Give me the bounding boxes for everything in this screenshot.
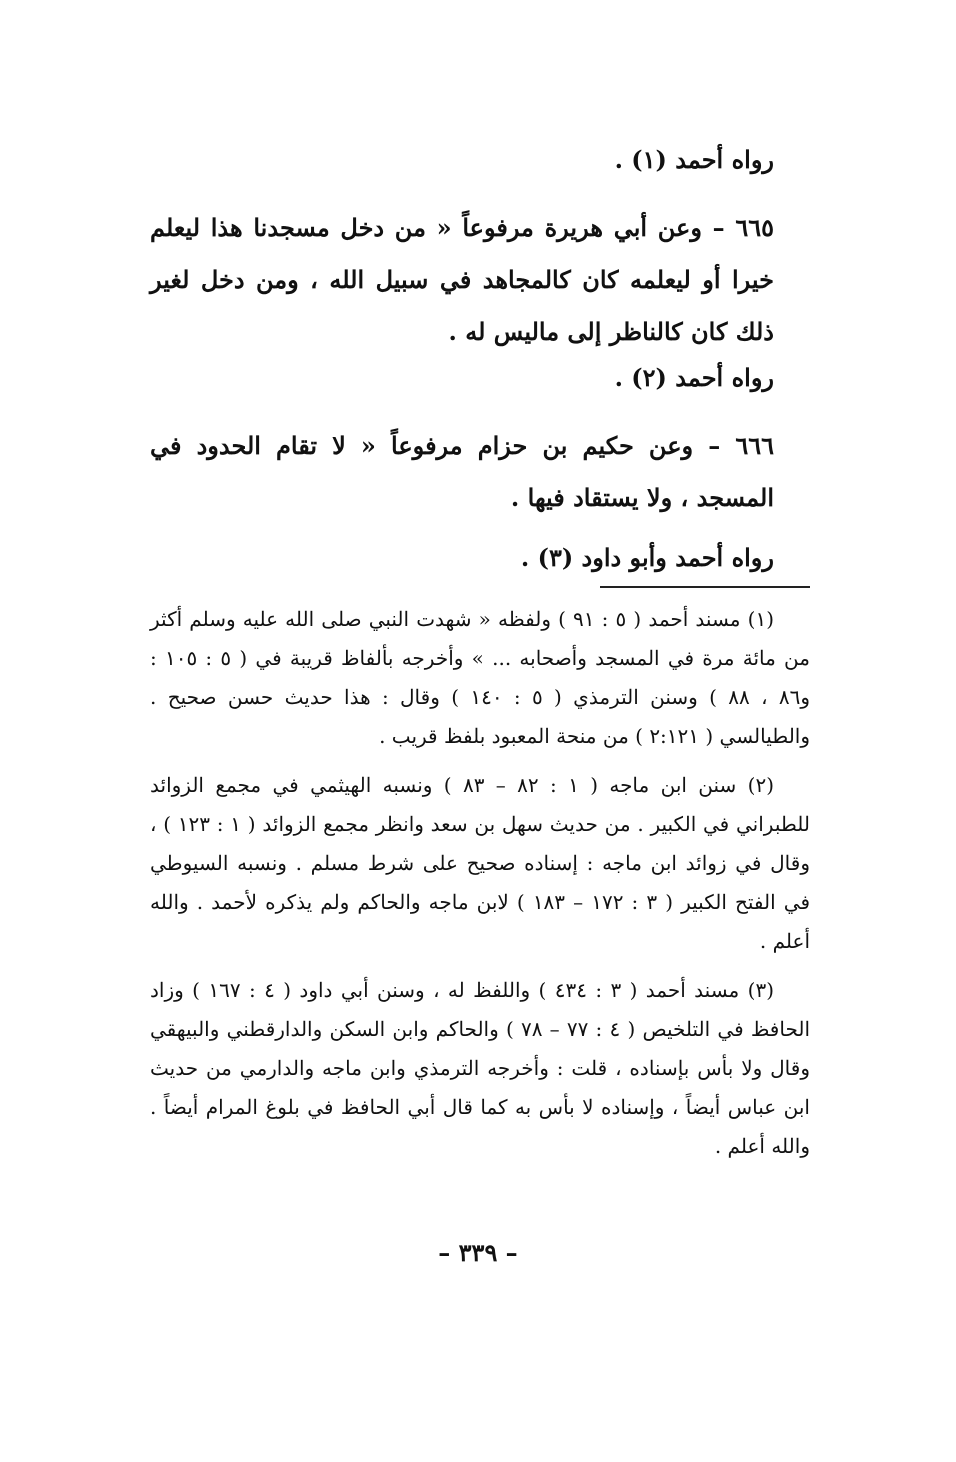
- footnote-divider: [600, 586, 810, 588]
- hadith-665: ٦٦٥ – وعن أبي هريرة مرفوعاً « من دخل مسجدنا هذا ليعلم خيرا أو ليعلمه كان كالمجاهد في سبيل الله ، ومن دخل لغير ذلك كان كالناظر إلى ماليس له .: [150, 213, 774, 346]
- hadith-666: ٦٦٦ – وعن حكيم بن حزام مرفوعاً « لا تقام الحدود في المسجد ، ولا يستقاد فيها .: [150, 431, 774, 512]
- footnote-1: (١) مسند أحمد ( ٥ : ٩١ ) ولفظه « شهدت النبي صلى الله عليه وسلم أكثر من مائة مرة في المسجد وأصحابه ... » وأخرجه بألفاظ قريبة في ( ٥ : ١٠٥ : و٨٦ ، ٨٨ ) وسنن الترمذي ( ٥ : ١٤٠ ) وقال : هذا حديث حسن صحيح . والطيالسي ( ٢:١٢١ ) من منحة المعبود بلفظ قريب .: [150, 607, 811, 748]
- main-line-1: رواه أحمد (١) .: [614, 145, 774, 174]
- main-line-2: رواه أحمد (٢) .: [614, 363, 774, 392]
- book-page: [150, 140, 810, 1280]
- main-line-3: رواه أحمد وأبو داود (٣) .: [520, 543, 774, 572]
- page-number: – ٣٣٩ –: [438, 1238, 518, 1267]
- footnote-2: (٢) سنن ابن ماجه ( ١ : ٨٢ – ٨٣ ) ونسبه الهيثمي في مجمع الزوائد للطبراني في الكبير . من حديث سهل بن سعد وانظر مجمع الزوائد ( ١ : ١٢٣ ) ، وقال في زوائد ابن ماجه : إسناده صحيح على شرط مسلم . ونسبه السيوطي في الفتح الكبير ( ٣ : ١٧٢ – ١٨٣ ) لابن ماجه والحاكم ولم يذكره لأحمد . والله أعلم .: [150, 773, 811, 953]
- footnote-3: (٣) مسند أحمد ( ٣ : ٤٣٤ ) واللفظ له ، وسنن أبي داود ( ٤ : ١٦٧ ) وزاد الحافظ في التلخيص ( ٤ : ٧٧ – ٧٨ ) والحاكم وابن السكن والدارقطني والبيهقي وقال ولا بأس بإسناده ، قلت : وأخرجه الترمذي وابن ماجه والدارمي من حديث ابن عباس أيضاً ، وإسناده لا بأس به كما قال أبي الحافظ في بلوغ المرام أيضاً . والله أعلم .: [150, 978, 811, 1158]
